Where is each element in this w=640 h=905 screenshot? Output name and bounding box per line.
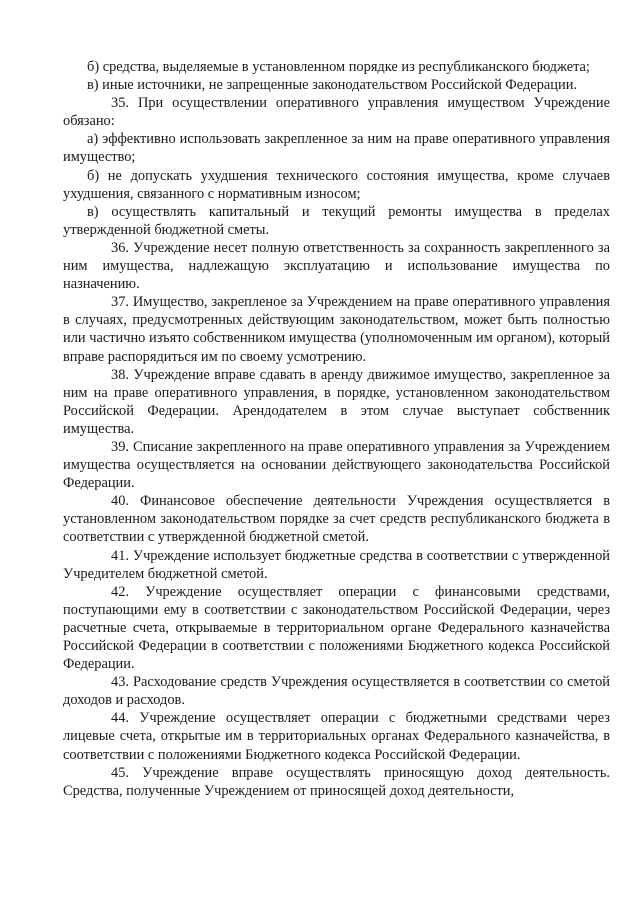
paragraph-35: 35. При осуществлении оперативного управления имуществом Учреждение обязано: [63, 95, 610, 130]
paragraph-40: 40. Финансовое обеспечение деятельности Учреждения осуществляется в установленном законодательством порядке за счет средств республиканского бюджета в соответствии с утвержденной бюджетной сметой. [63, 493, 610, 546]
paragraph-44: 44. Учреждение осуществляет операции с бюджетными средствами через лицевые счета, открытые им в территориальных органах Федерального казначейства, в соответствии с положениями Бюджетного кодекса Российской Федерации. [63, 710, 610, 763]
paragraph-39: 39. Списание закрепленного на праве оперативного управления за Учреждением имущества осуществляется на основании действующего законодательства Российской Федерации. [63, 438, 610, 492]
paragraph-43: 43. Расходование средств Учреждения осуществляется в соответствии со сметой доходов и расходов. [63, 674, 610, 709]
paragraph-38: 38. Учреждение вправе сдавать в аренду движимое имущество, закрепленное за ним на праве оперативного управления, в порядке, установленном законодательством Российской Федерации. Арендодателем в этом случае выступает собственник имущества. [63, 366, 610, 437]
paragraph-35-a: а) эффективно использовать закрепленное за ним на праве оперативного управления имущество; [63, 131, 610, 166]
paragraph-45: 45. Учреждение вправе осуществлять приносящую доход деятельность. Средства, полученные Учреждением от приносящей доход деятельности, [63, 764, 610, 799]
paragraph-42: 42. Учреждение осуществляет операции с финансовыми средствами, поступающими ему в соответствии с законодательством Российской Федерации, через расчетные счета, открываемые в территориальном органе Федерального казначейства Российской Федерации в соответствии с положениями Бюджетного кодекса Российской Федерации. [63, 583, 610, 673]
paragraph-41: 41. Учреждение использует бюджетные средства в соответствии с утвержденной Учредителем бюджетной сметой. [63, 547, 610, 582]
document-body [63, 58, 610, 800]
paragraph-36: 36. Учреждение несет полную ответственность за сохранность закрепленного за ним имущества, надлежащую эксплуатацию и использование имущества по назначению. [63, 239, 610, 293]
paragraph-v-inye-istochniki: в) иные источники, не запрещенные законодательством Российской Федерации. [87, 77, 577, 94]
paragraph-35-b: б) не допускать ухудшения технического состояния имущества, кроме случаев ухудшения, связанного с нормативным износом; [63, 167, 610, 202]
paragraph-35-v: в) осуществлять капитальный и текущий ремонты имущества в пределах утвержденной бюджетной сметы. [63, 203, 610, 238]
paragraph-b-sredstva: б) средства, выделяемые в установленном порядке из республиканского бюджета; [87, 59, 590, 75]
paragraph-37: 37. Имущество, закрепленое за Учреждением на праве оперативного управления в случаях, предусмотренных действующим законодательством, может быть полностью или частично изъято собственником имущества (уполномоченным им органом), который вправе распорядиться им по своему усмотрению. [63, 294, 610, 365]
